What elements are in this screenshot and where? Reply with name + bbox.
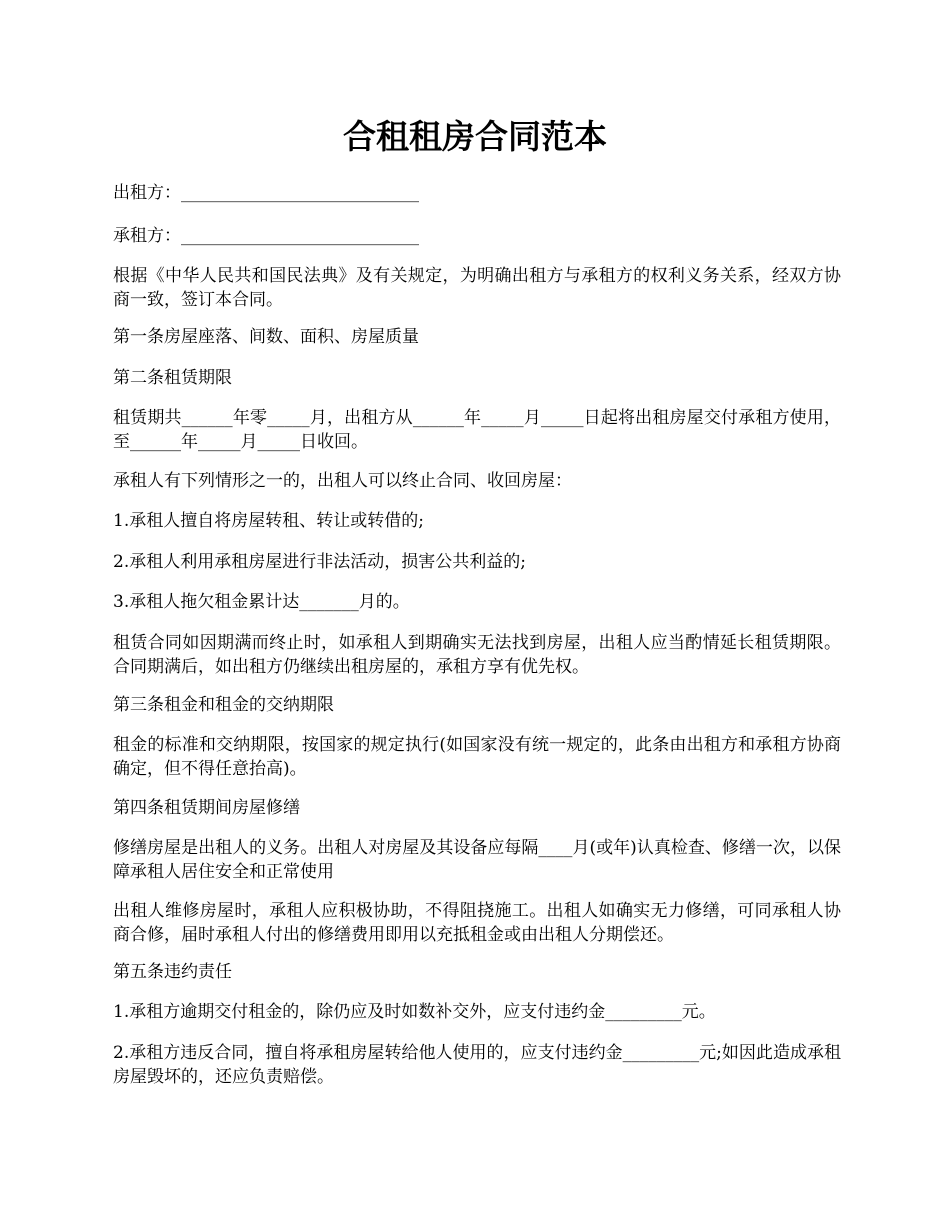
- article-1-heading: 第一条房屋座落、间数、面积、房屋质量: [113, 327, 419, 347]
- article-5-heading: 第五条违约责任: [113, 962, 232, 982]
- document-title: 合租租房合同范本: [343, 117, 607, 156]
- lessee-line: 承租方：____________________________: [113, 226, 419, 246]
- termination-item-3: 3.承租人拖欠租金累计达_______月的。: [113, 592, 410, 612]
- liability-item-1: 1.承租方逾期交付租金的，除仍应及时如数补交外，应支付违约金_________元。: [113, 1002, 716, 1022]
- preamble-paragraph: 根据《中华人民共和国民法典》及有关规定，为明确出租方与承租方的权利义务关系，经双方协商一致，签订本合同。: [113, 266, 841, 310]
- lease-term-paragraph: 租赁期共______年零_____月，出租方从______年_____月_____日起将出租房屋交付承租方使用，至______年_____月_____日收回。: [113, 408, 841, 452]
- rent-standard-paragraph: 租金的标准和交纳期限，按国家的规定执行(如国家没有统一规定的，此条由出租方和承租方协商确定，但不得任意抬高)。: [113, 735, 841, 779]
- termination-item-2: 2.承租人利用承租房屋进行非法活动，损害公共利益的;: [113, 552, 526, 572]
- lessor-line: 出租方：____________________________: [113, 183, 419, 203]
- termination-conditions-intro: 承租人有下列情形之一的，出租人可以终止合同、收回房屋：: [113, 471, 572, 491]
- termination-item-1: 1.承租人擅自将房屋转租、转让或转借的;: [113, 511, 424, 531]
- article-4-heading: 第四条租赁期间房屋修缮: [113, 798, 300, 818]
- article-2-heading: 第二条租赁期限: [113, 368, 232, 388]
- liability-item-2: 2.承租方违反合同，擅自将承租房屋转给他人使用的，应支付违约金_________元;如因此造成承租房屋毁坏的，还应负责赔偿。: [113, 1043, 841, 1087]
- repair-cooperation-paragraph: 出租人维修房屋时，承租人应积极协助，不得阻挠施工。出租人如确实无力修缮，可同承租人协商合修，届时承租人付出的修缮费用即用以充抵租金或由出租人分期偿还。: [113, 901, 841, 945]
- article-3-heading: 第三条租金和租金的交纳期限: [113, 695, 334, 715]
- repair-duty-paragraph: 修缮房屋是出租人的义务。出租人对房屋及其设备应每隔____月(或年)认真检查、修缮一次，以保障承租人居住安全和正常使用: [113, 838, 841, 882]
- renewal-paragraph: 租赁合同如因期满而终止时，如承租人到期确实无法找到房屋，出租人应当酌情延长租赁期限。合同期满后，如出租方仍继续出租房屋的，承租方享有优先权。: [113, 633, 841, 677]
